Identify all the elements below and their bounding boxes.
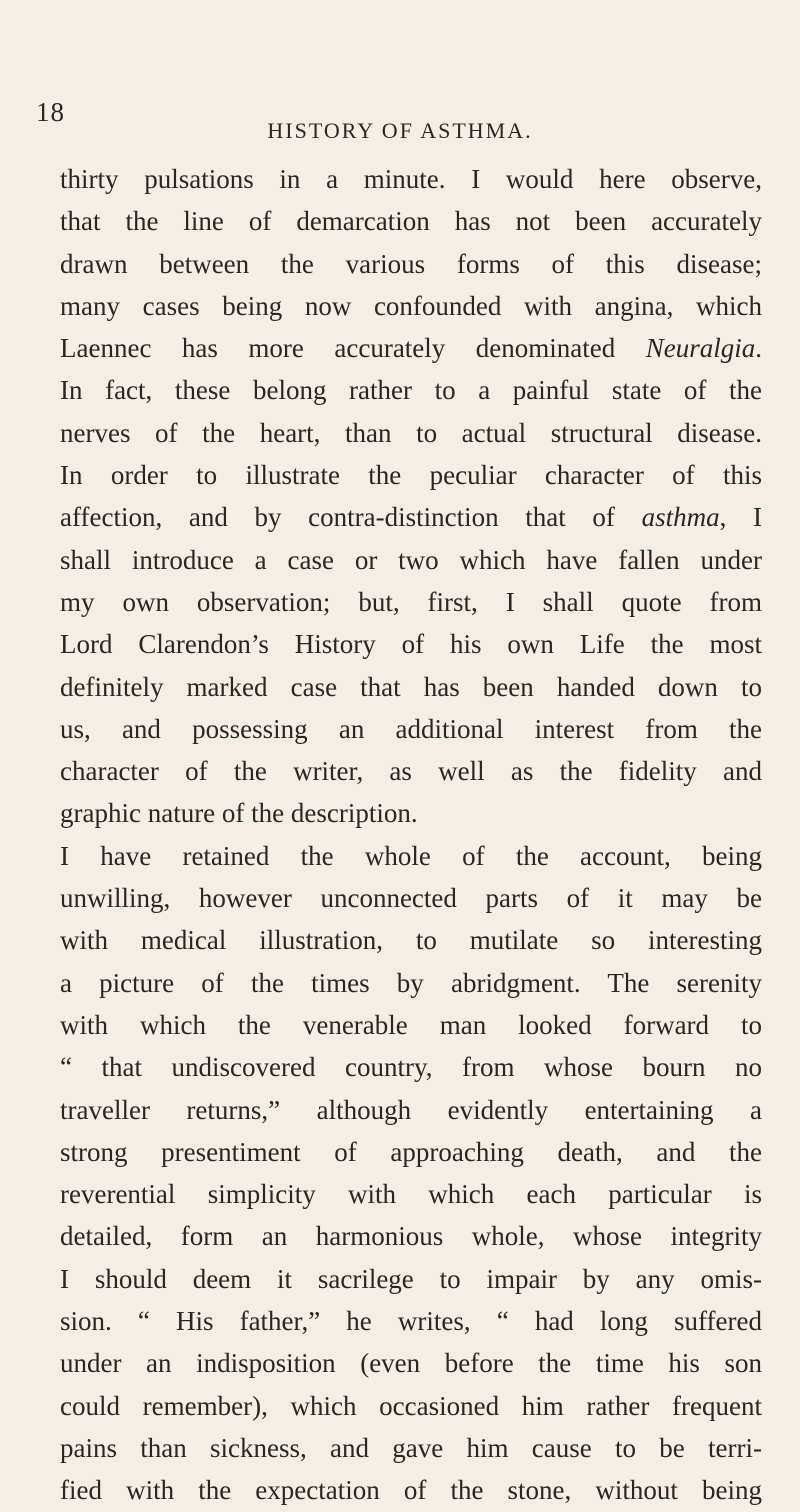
- text-line-2: that the line of demarcation has not been accurately: [60, 206, 762, 237]
- text-line-20: a picture of the times by abridgment. The serenity: [60, 967, 762, 998]
- text-line-21: with which the venerable man looked forward to: [60, 1009, 762, 1040]
- text-line-14: us, and possessing an additional interest from the: [60, 713, 762, 744]
- text-line-11: my own observation; but, first, I shall quote from: [60, 586, 762, 617]
- text-line-12: Lord Clarendon’s History of his own Life the most: [60, 629, 762, 660]
- text-line-5: Laennec has more accurately denominated Neuralgia.: [60, 333, 762, 364]
- running-head: HISTORY OF ASTHMA.: [267, 118, 533, 143]
- text-line-23: traveller returns,” although evidently entertaining a: [60, 1094, 762, 1125]
- text-line-22: “ that undiscovered country, from whose bourn no: [60, 1052, 762, 1083]
- text-line-8: In order to illustrate the peculiar character of this: [60, 460, 762, 491]
- text-line-27: I should deem it sacrilege to impair by any omis-: [60, 1263, 762, 1294]
- text-line-29: under an indisposition (even before the time his son: [60, 1348, 762, 1379]
- text-line-3: drawn between the various forms of this disease;: [60, 248, 762, 279]
- text-line-10: shall introduce a case or two which have fallen under: [60, 544, 762, 575]
- text-line-31: pains than sickness, and gave him cause to be terri-: [60, 1432, 762, 1463]
- text-line-24: strong presentiment of approaching death, and the: [60, 1136, 762, 1167]
- text-line-25: reverential simplicity with which each particular is: [60, 1179, 762, 1210]
- text-line-13: definitely marked case that has been handed down to: [60, 671, 762, 702]
- text-line-16: graphic nature of the description.: [60, 798, 418, 829]
- text-line-7: nerves of the heart, than to actual structural disease.: [60, 417, 762, 448]
- text-line-15: character of the writer, as well as the fidelity and: [60, 756, 762, 787]
- text-line-9: affection, and by contra-distinction that of asthma, I: [60, 502, 762, 533]
- text-line-1: thirty pulsations in a minute. I would here observe,: [60, 164, 762, 194]
- text-line-17: I have retained the whole of the account, being: [60, 840, 762, 871]
- text-line-28: sion. “ His father,” he writes, “ had long suffered: [60, 1306, 762, 1337]
- text-line-4: many cases being now confounded with angina, which: [60, 290, 762, 321]
- text-line-26: detailed, form an harmonious whole, whose integrity: [60, 1221, 762, 1252]
- text-line-32: fied with the expectation of the stone, without being: [60, 1475, 762, 1506]
- text-line-30: could remember), which occasioned him rather frequent: [60, 1390, 762, 1421]
- text-line-18: unwilling, however unconnected parts of it may be: [60, 883, 762, 914]
- text-line-6: In fact, these belong rather to a painful state of the: [60, 375, 762, 406]
- body-text: [60, 158, 762, 1512]
- page-number: 18: [36, 97, 65, 127]
- text-line-19: with medical illustration, to mutilate so interesting: [60, 925, 762, 956]
